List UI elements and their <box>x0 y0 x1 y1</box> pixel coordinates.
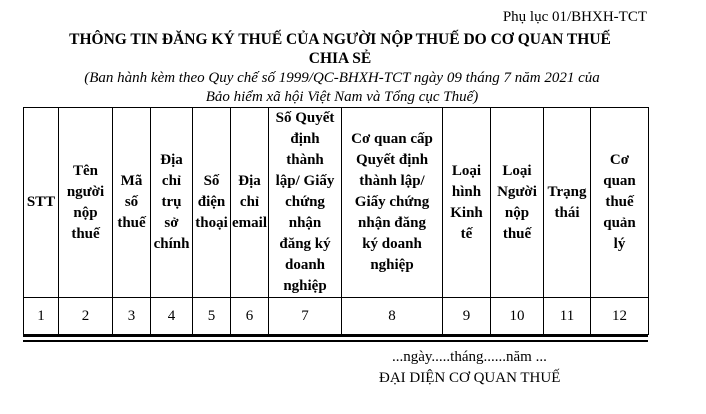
column-header-line: thuế <box>71 225 100 242</box>
column-header-line: nhận đăng <box>358 215 426 231</box>
column-header-line: ký doanh <box>362 236 422 252</box>
column-header-line: Loại <box>502 162 532 179</box>
column-header-line: nộp <box>73 204 98 221</box>
column-header-line: quản <box>603 215 636 231</box>
column-header <box>544 108 591 298</box>
document-title <box>20 30 660 68</box>
column-header-line: thái <box>554 204 580 221</box>
column-header <box>59 108 113 298</box>
column-header-line: lý <box>613 236 626 252</box>
column-header-line: Người <box>497 183 537 200</box>
column-header <box>193 108 231 298</box>
column-header <box>443 108 491 298</box>
table-number-row <box>24 298 649 335</box>
column-number: 9 <box>443 298 491 335</box>
column-number: 1 <box>24 298 59 335</box>
column-header-line: chính <box>153 236 190 252</box>
column-header-line: thành <box>286 152 324 168</box>
column-header-line: chỉ <box>161 173 182 189</box>
column-header <box>113 108 151 298</box>
column-header-line: Trạng <box>547 183 587 200</box>
column-header-line: STT <box>26 194 56 210</box>
column-number: 4 <box>151 298 193 335</box>
title-line-1: THÔNG TIN ĐĂNG KÝ THUẾ CỦA NGƯỜI NỘP THUẾ DO CƠ QUAN THUẾ <box>69 31 611 48</box>
column-header-line: thuế <box>502 225 532 242</box>
column-number: 12 <box>591 298 649 335</box>
column-header-line: Địa <box>160 152 183 168</box>
table-header-row <box>24 108 649 298</box>
column-header-line: email <box>232 215 267 231</box>
column-header <box>269 108 342 298</box>
table-bottom-rule-2 <box>23 340 648 342</box>
column-header-line: thành lập/ <box>359 173 425 189</box>
column-number: 5 <box>193 298 231 335</box>
column-header-line: thuế <box>117 215 146 231</box>
column-header-line: định <box>290 131 320 147</box>
table-bottom-rule-1 <box>23 335 648 337</box>
column-header-line: nghiệp <box>370 257 414 273</box>
document-subtitle <box>22 69 662 107</box>
column-header-line: đăng ký <box>279 236 331 252</box>
column-header-line: số <box>124 194 139 210</box>
column-number: 7 <box>269 298 342 335</box>
appendix-label: Phụ lục 01/BHXH-TCT <box>502 9 647 25</box>
column-header-line: Giấy chứng <box>354 194 430 210</box>
column-header-line: nhận <box>288 215 322 231</box>
column-header-line: trụ <box>161 194 182 210</box>
subtitle-line-1: (Ban hành kèm theo Quy chế số 1999/QC-BHXH-TCT ngày 09 tháng 7 năm 2021 của <box>84 70 600 86</box>
column-header <box>151 108 193 298</box>
column-header-line: nghiệp <box>283 278 327 294</box>
column-header <box>591 108 649 298</box>
column-header-line: Loại <box>451 162 482 179</box>
column-header-line: chứng <box>285 194 325 210</box>
subtitle-line-2: Bảo hiểm xã hội Việt Nam và Tổng cục Thuế) <box>205 89 479 105</box>
column-header-line: Cơ quan cấp <box>351 131 433 147</box>
column-header-line: Tên <box>72 162 98 179</box>
column-header-line: hình <box>451 183 482 200</box>
column-header-line: Quyết định <box>355 152 429 168</box>
signer-title: ĐẠI DIỆN CƠ QUAN THUẾ <box>379 370 561 386</box>
column-header-line: điện <box>197 194 226 210</box>
column-header-line: Kinh <box>450 204 483 221</box>
column-header-line: lập/ Giấy <box>275 173 335 189</box>
column-number: 8 <box>342 298 443 335</box>
column-header-line: Cơ <box>609 152 630 168</box>
column-header <box>231 108 269 298</box>
column-header-line: quan <box>603 173 636 189</box>
column-header-line: chỉ <box>239 194 260 210</box>
column-header-line: người <box>66 183 105 200</box>
column-header-line: Mã <box>120 173 143 189</box>
column-number: 6 <box>231 298 269 335</box>
column-header <box>491 108 544 298</box>
column-header-line: Số <box>203 173 220 189</box>
title-line-2: CHIA SẺ <box>308 50 372 67</box>
column-header-line: Số Quyết <box>275 110 335 126</box>
column-header-line: doanh <box>284 257 326 273</box>
column-number: 10 <box>491 298 544 335</box>
tax-info-table <box>23 107 649 335</box>
column-header-line: sở <box>164 215 179 231</box>
column-header-line: nộp <box>504 204 530 221</box>
column-header <box>24 108 59 298</box>
column-number: 11 <box>544 298 591 335</box>
column-header-line: tế <box>460 225 473 242</box>
column-number: 2 <box>59 298 113 335</box>
column-header-line: thoại <box>195 215 228 231</box>
column-header-line: thuế <box>605 194 634 210</box>
column-header-line: Địa <box>238 173 261 189</box>
column-number: 3 <box>113 298 151 335</box>
column-header <box>342 108 443 298</box>
date-line: ...ngày.....tháng......năm ... <box>392 349 547 365</box>
